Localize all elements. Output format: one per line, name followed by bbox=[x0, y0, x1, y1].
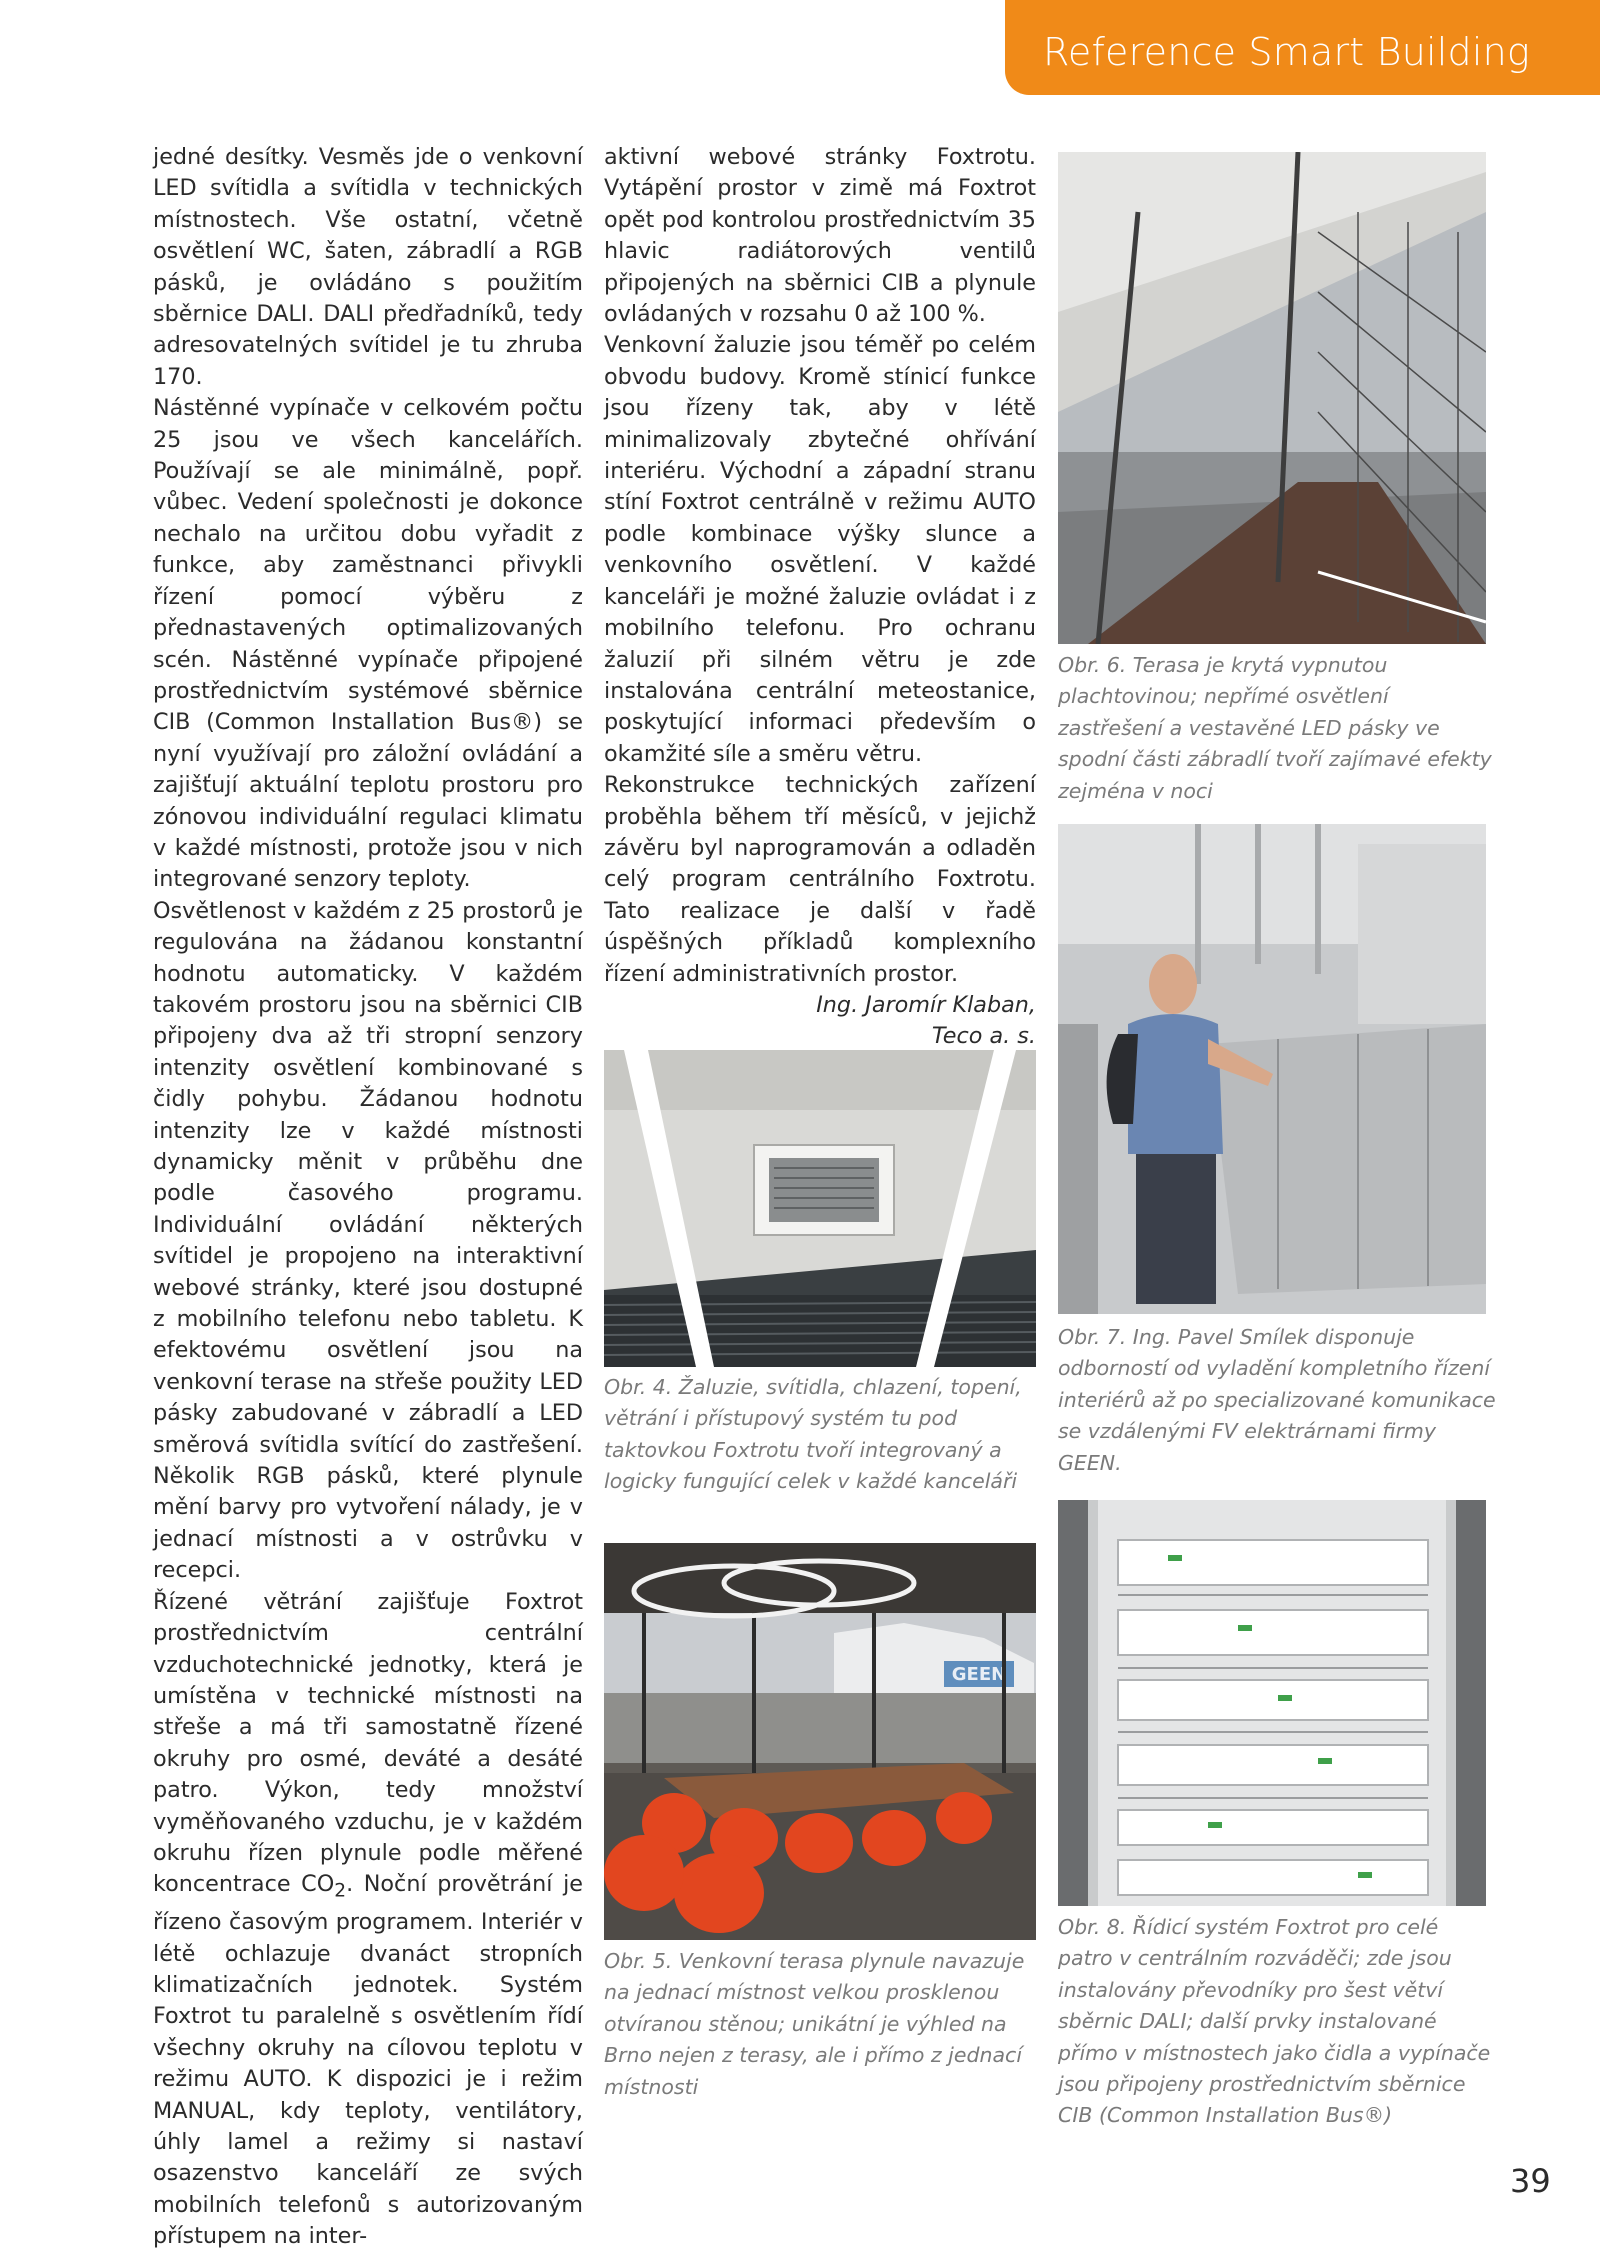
figure-caption-7: Obr. 7. Ing. Pavel Smílek disponuje odborností od vyladění kompletního řízení interiérů až po specializované komunikace se vzdálenými FV elektrárnami firmy GEEN. bbox=[1058, 1325, 1496, 1475]
paragraph-text: Řízené větrání zajišťuje Foxtrot prostřednictvím centrální vzduchotechnické jednotky, která je umístěna v technické místnosti na střeše a má tři samostatně řízené okruhy pro osmé, deváté a desáté patro. Výkon, tedy množství vyměňovaného vzduchu, je v každém okruhu řízen plynule podle měřené koncentrace CO bbox=[153, 1588, 583, 1898]
photo-roof-terrace bbox=[1058, 152, 1486, 644]
article-column-2 bbox=[604, 142, 1036, 1053]
subscript: 2 bbox=[334, 1880, 347, 1902]
paragraph: aktivní webové stránky Foxtrotu. Vytápění prostor v zimě má Foxtrot opět pod kontrolou prostřednictvím 35 hlavic radiátorových ventilů připojených na sběrnici CIB a plynule ovládaných v rozsahu 0 až 100 %. bbox=[604, 144, 1036, 328]
paragraph-text: . Noční provětrání je řízeno časovým programem. Interiér v létě ochlazuje dvanáct stropních klimatizačních jednotek. Systém Foxtrot tu paralelně s osvětlením řídí všechny okruhy na cílovou teplotu v režimu AUTO. K dispozici je i režim MANUAL, kdy teploty, ventilátory, úhly lamel a režimy si nastaví osazenstvo kanceláří ze svých mobilních telefonů s autorizovaným přístupem na inter- bbox=[153, 1871, 583, 2250]
figure-caption-5: Obr. 5. Venkovní terasa plynule navazuje na jednací místnost velkou prosklenou otvíranou stěnou; unikátní je výhled na Brno nejen z terasy, ale i přímo z jednací místnosti bbox=[604, 1949, 1025, 2099]
author-company: Teco a. s. bbox=[931, 1023, 1036, 1050]
photo-control-cabinet bbox=[1058, 1500, 1486, 1906]
paragraph: Rekonstrukce technických zařízení proběhla během tří měsíců, v jejichž závěru byl naprogramován a odladěn celý program centrálního Foxtrotu. Tato realizace je další v řadě úspěšných příkladů komplexního řízení administrativních prostor. bbox=[604, 772, 1036, 987]
paragraph bbox=[153, 1587, 583, 2253]
photo-ceiling-ac bbox=[604, 1050, 1036, 1367]
photo-sign-text: GEEN bbox=[951, 1664, 1007, 1685]
section-title: Reference Smart Building bbox=[1043, 30, 1530, 74]
page-number: 39 bbox=[1510, 2162, 1551, 2200]
paragraph: jedné desítky. Vesměs jde o venkovní LED svítidla a svítidla v technických místnostech. Vše ostatní, včetně osvětlení WC, šaten, zábradlí a RGB pásků, je ovládáno s použitím sběrnice DALI. DALI předřadníků, tedy adresovatelných svítidel je tu zhruba 170. bbox=[153, 144, 583, 390]
paragraph: Osvětlenost v každém z 25 prostorů je regulována na žádanou konstantní hodnotu automaticky. V každém takovém prostoru jsou na sběrnici CIB připojeny dva až tři stropní senzory intenzity osvětlení kombinované s čidly pohybu. Žádanou hodnotu intenzity lze v každé místnosti dynamicky měnit v průběhu dne podle časového programu. Individuální ovládání některých svítidel je propojeno na interaktivní webové stránky, které jsou dostupné z mobilního telefonu nebo tabletu. K efektovému osvětlení jsou na venkovní terase na střeše použity LED pásky zabudované v zábradlí a LED směrová svítidla svítící do zastřešení. Několik RGB pásků, které plynule mění barvy pro vytvoření nálady, je v jednací místnosti a v ostrůvku v recepci. bbox=[153, 897, 583, 1584]
author-name: Ing. Jaromír Klaban, bbox=[816, 991, 1036, 1018]
photo-technician bbox=[1058, 824, 1486, 1314]
figure-caption-4: Obr. 4. Žaluzie, svítidla, chlazení, topení, větrání i přístupový systém tu pod taktovkou Foxtrotu tvoří integrovaný a logicky fungující celek v každé kanceláři bbox=[604, 1375, 1022, 1494]
section-header-tab bbox=[1005, 0, 1600, 95]
article-column-1 bbox=[153, 142, 583, 2253]
photo-meeting-room bbox=[604, 1543, 1036, 1940]
paragraph: Nástěnné vypínače v celkovém počtu 25 jsou ve všech kancelářích. Používají se ale minimálně, popř. vůbec. Vedení společnosti je dokonce nechalo na určitou dobu vyřadit z funkce, aby zaměstnanci přivykli řízení pomocí výběru z přednastavených optimalizovaných scén. Nástěnné vypínače připojené prostřednictvím systémové sběrnice CIB (Common Installation Bus®) se nyní využívají pro záložní ovládání a zajišťují aktuální teplotu prostoru pro zónovou individuální regulaci klimatu v každé místnosti, protože jsou v nich integrované senzory teploty. bbox=[153, 395, 583, 893]
figure-caption-6: Obr. 6. Terasa je krytá vypnutou plachtovinou; nepřímé osvětlení zastřešení a vestavěné LED pásky ve spodní části zábradlí tvoří zajímavé efekty zejména v noci bbox=[1058, 653, 1492, 803]
paragraph: Venkovní žaluzie jsou téměř po celém obvodu budovy. Kromě stínicí funkce jsou řízeny tak, aby v létě minimalizovaly zbytečné ohřívání interiéru. Východní a západní stranu stíní Foxtrot centrálně v režimu AUTO podle kombinace výšky slunce a venkovního osvětlení. V každé kanceláři je možné žaluzie ovládat i z mobilního telefonu. Pro ochranu žaluzií při silném větru je zde instalována centrální meteostanice, poskytující informaci především o okamžité síle a směru větru. bbox=[604, 332, 1036, 767]
figure-caption-8: Obr. 8. Řídicí systém Foxtrot pro celé patro v centrálním rozváděči; zde jsou instalovány převodníky pro šest větví sběrnic DALI; další prvky instalované přímo v místnostech jako čidla a vypínače jsou připojeny prostřednictvím sběrnice CIB (Common Installation Bus®) bbox=[1058, 1915, 1491, 2128]
